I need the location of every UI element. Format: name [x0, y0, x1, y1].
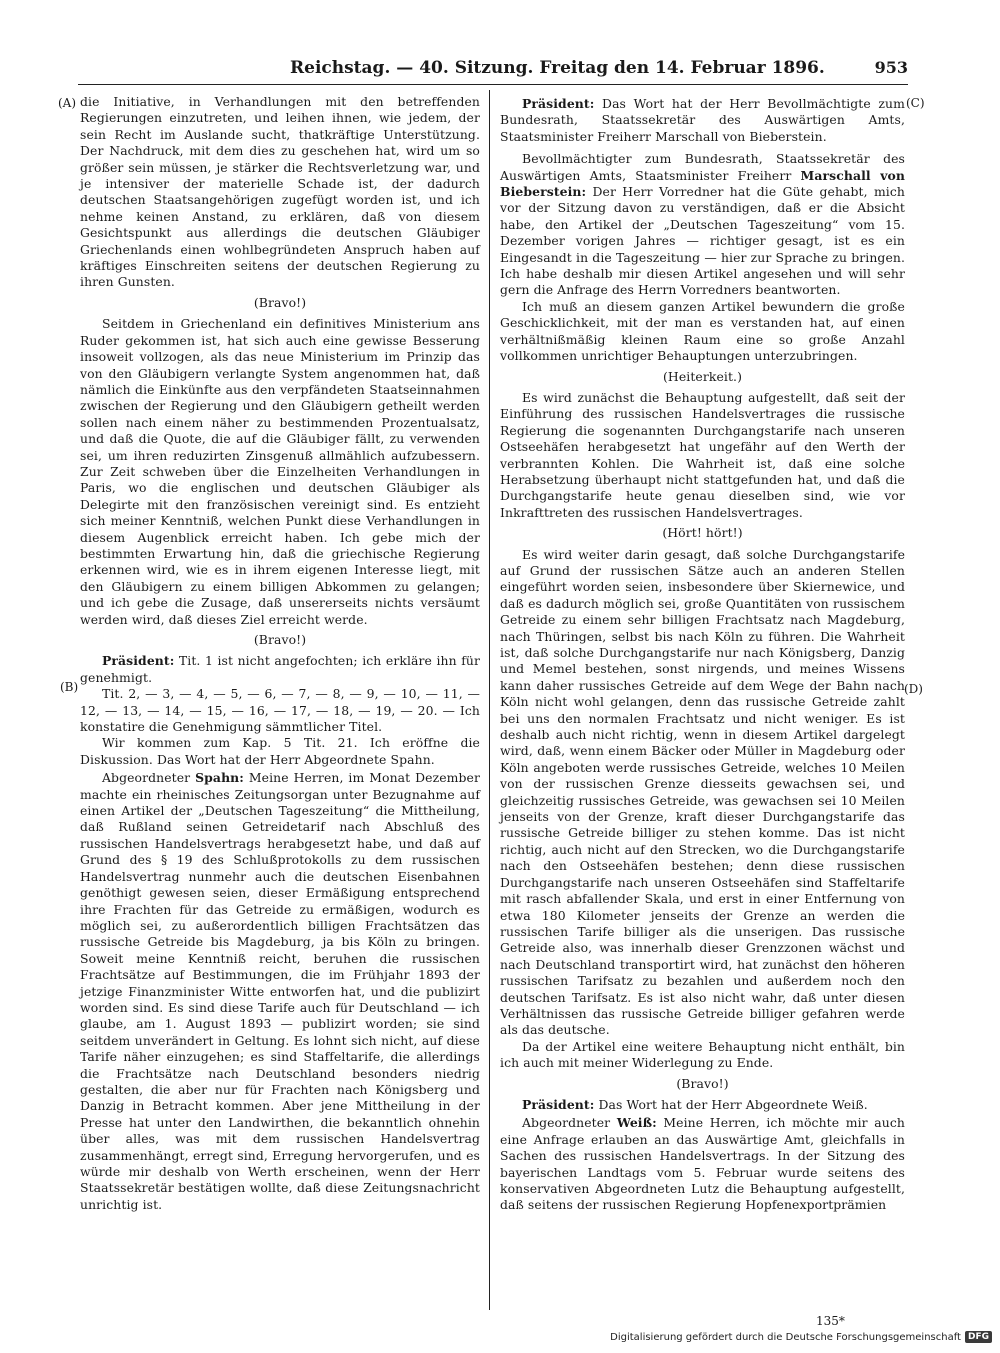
speech-text: Das Wort hat der Herr Abgeordnete Weiß. [594, 1096, 868, 1112]
speech-text: Meine Herren, im Monat Dezember machte ein rheinisches Zeitungsorgan unter Bezugnahme auf einen Artikel der „Deutschen Tageszeitung“ die Mittheilung, daß Rußland seinen Getreidetarif nach Abschluß des russischen Handelsvertrags herabgesetzt habe, und daß auf Grund des § 19 des Schlußprotokolls zu dem russischen Handelsvertrag nunmehr auch die deutschen Eisenbahnen genöthigt gewesen seien, dieser Ermäßigung entsprechend ihre Frachten für das Getreide zu ermäßigen, wodurch es möglich sei, zu außerordentlich billigen Frachtsätzen das russische Getreide bis Magdeburg, ja bis Köln zu bringen. Soweit meine Kenntniß reicht, beruhen die russischen Frachtsätze auf Bestimmungen, die im Frühjahr 1893 der jetzige Finanzminister Witte entworfen hat, und die publizirt worden sind. Es sind diese Tarife auch für Deutschland — ich glaube, am 1. August 1893 — publizirt worden; sie sind seitdem unverändert in Geltung. Es lohnt sich nicht, auf diese Tarife näher einzugehen; es sind Staffeltarife, die allerdings die Frachtsätze nach Deutschland besonders niedrig gestalten, die aber nur für Frachten nach Königsberg und Danzig in Betracht kommen. Aber jene Mittheilung in der Presse hat unter den Landwirthen, die bekanntlich ohnehin über alles, was mit dem russischen Handelsvertrag zusammenhängt, erregt sind, Erregung hervorgerufen, und es würde mir deshalb von Werth erscheinen, wenn der Herr Staatssekretär bestätigen wollte, daß diese Zeitungsnachricht unrichtig ist. [80, 770, 480, 1212]
page-header [60, 58, 908, 82]
speech-text: Das Wort hat der Herr Bevollmächtigte zum Bundesrath, Staatssekretär des Auswärtigen Amts, Staatsminister Freiherr Marschall von Bieberstein. [500, 96, 905, 144]
speech-marschall [500, 151, 905, 299]
paragraph: Tit. 2, — 3, — 4, — 5, — 6, — 7, — 8, — 9, — 10, — 11, — 12, — 13, — 14, — 15, — 16, — 17, — 18, — 19, — 20. — Ich konstatire die Genehmigung sämmtlicher Titel. [80, 686, 480, 735]
column-divider [489, 90, 490, 1310]
speech-text: Meine Herren, ich möchte mir auch eine Anfrage erlauben an das Auswärtige Amt, gleichfalls in Sachen des russischen Handelsvertrags. In der Sitzung des bayerischen Landtags vom 5. Februar wurde seitens des konservativen Abgeordneten Lutz die Behauptung aufgestellt, daß seitens der russischen Regierung Hopfenexportprämien [500, 1115, 905, 1213]
margin-mark-c: (C) [906, 96, 925, 110]
footer [610, 1331, 992, 1343]
speaker-role: Bevollmächtigter zum Bundesrath, Staatssekretär des Auswärtigen Amts, Staatsminister Freiherr [500, 151, 905, 183]
speaker-role: Abgeordneter [102, 770, 196, 786]
speaker-name: Marschall von Bieberstein: [500, 167, 905, 200]
speaker-name: Präsident: [522, 96, 595, 111]
speech-praesident [500, 1097, 905, 1113]
speaker-name: Spahn: [195, 770, 244, 786]
margin-mark-d: (D) [904, 682, 923, 696]
margin-mark-a: (A) [58, 96, 77, 110]
speaker-name: Weiß: [616, 1115, 657, 1131]
paragraph: die Initiative, in Verhandlungen mit den betreffenden Regierungen einzutreten, und leihen ihnen, wie jedem, der sein Recht im Auslande sucht, thatkräftige Unterstützung. Der Nachdruck, mit dem dies zu geschehen hat, wird um so größer sein müssen, je stärker die Rechtsverletzung war, und je intensiver der materielle Schade ist, der dadurch deutschen Staatsangehörigen zugefügt worden ist, und ich nehme keinen Anstand, zu erklären, daß von diesem Gesichtspunkt aus allerdings die deutschen Gläubiger Griechenlands einen wohlbegründeten Anspruch haben auf kräftiges Einschreiten seitens der deutschen Regierung zu ihren Gunsten. [80, 94, 480, 290]
speech-spahn [80, 770, 480, 1213]
speech-weiss [500, 1115, 905, 1213]
speaker-name: Präsident: [102, 653, 175, 669]
signature-mark: 135* [816, 1314, 845, 1328]
speaker-role: Abgeordneter [522, 1115, 617, 1131]
paragraph: Seitdem in Griechenland ein definitives Ministerium ans Ruder gekommen ist, hat sich auch eine gewisse Besserung insoweit vollzogen, als das neue Ministerium im Prinzip das von den Gläubigern verlangte System angenommen hat, daß nämlich die Einkünfte aus den verpfändeten Staatseinnahmen zwischen der Regierung und den Gläubigern getheilt werden sollen nach einem näher zu bestimmenden Prozentualsatz, und daß die Quote, die auf die Gläubiger fällt, zu verwenden sei, um ihren reduzirten Zinsgenuß allmählich aufzubessern. Zur Zeit schweben über die Einzelheiten Verhandlungen in Paris, wo die englischen und deutschen Gläubiger als Delegirte mit den französischen vereinigt sind. Es entzieht sich meiner Kenntniß, welchen Punkt diese Verhandlungen in diesem Augenblick erreicht haben. Ich gebe mich der bestimmten Erwartung hin, daß die griechische Regierung erkennen wird, wie es in ihrem eigenen Interesse liegt, mit den Gläubigern zu einem billigen Abkommen zu gelangen; und ich gebe die Zusage, daß unsererseits nichts versäumt werden wird, daß dieses Ziel erreicht werde. [80, 316, 480, 627]
interjection: (Bravo!) [676, 1075, 729, 1091]
paragraph: Es wird weiter darin gesagt, daß solche Durchgangstarife auf Grund der russischen Sätze auch an anderen Stellen eingeführt worden seien, insbesondere über Skiernewice, und daß es dadurch möglich sei, große Quantitäten von russischem Getreide zu einem sehr billigen Frachtsatz nach Magdeburg, nach Thüringen, selbst bis nach Köln zu führen. Die Wahrheit ist, daß solche Durchgangstarife nur nach Königsberg, Danzig und Memel bestehen, sonst nirgends, und meines Wissens kann daher russisches Getreide auf dem Wege der Bahn nach Köln nicht wohl gelangen, denn das russische Getreide zahlt bei uns den normalen Frachtsatz und nicht weniger. Es ist deshalb auch nicht richtig, wenn in diesem Artikel dargelegt wird, daß, wenn einem Bäcker oder Müller in Magdeburg oder Köln angeboten werde russisches Getreide, welches 10 Meilen von der russischen Grenze diesseits gewachsen sei, und gleichzeitig russisches Getreide, was gewachsen sei 10 Meilen jenseits von der Grenze, kraft dieser Durchgangstarife das russische Getreide billiger zu stehen komme. Das ist nicht richtig, auch nicht auf den Strecken, wo die Durchgangstarife nach den Ostseehäfen bestehen; denn diese russischen Durchgangstarife nach unseren Ostseehäfen sind Staffeltarife mit rasch abfallender Skala, und erst in einer Entfernung von etwa 180 Kilometer jenseits der Grenze an werden die russischen Tarife billiger als die unserigen. Das russische Getreide also, was innerhalb dieser Grenzzonen wächst und nach Deutschland transportirt wird, hat zunächst den höheren russischen Tarifsatz zu bezahlen und außerdem noch den deutschen Tarifsatz. Es ist also nicht wahr, daß unter diesen Verhältnissen das russische Getreide billiger gefahren werde als das deutsche. [500, 546, 905, 1038]
header-rule [78, 84, 908, 85]
paragraph: Es wird zunächst die Behauptung aufgestellt, daß seit der Einführung des russischen Handelsvertrages die russische Regierung die sogenannten Durchgangstarife nach unseren Ostseehäfen herabgesetzt hat ungefähr auf den Werth der verbrannten Kohlen. Die Wahrheit ist, daß eine solche Herabsetzung überhaupt nicht stattgefunden hat, und daß die Durchgangstarife heute genau dieselben sind, wie vor Inkrafttreten des russischen Handelsvertrages. [500, 389, 905, 520]
running-title: Reichstag. — 40. Sitzung. Freitag den 14. Februar 1896. [290, 58, 825, 78]
paragraph: Wir kommen zum Kap. 5 Tit. 21. Ich eröffne die Diskussion. Das Wort hat der Herr Abgeordnete Spahn. [80, 735, 480, 767]
interjection: (Hört! hört!) [662, 525, 743, 541]
left-column [80, 94, 480, 1213]
right-column [500, 94, 905, 1214]
interjection: (Heiterkeit.) [662, 368, 743, 384]
paragraph: Da der Artikel eine weitere Behauptung nicht enthält, bin ich auch mit meiner Widerlegung zu Ende. [500, 1038, 905, 1071]
dfg-logo-icon: DFG [965, 1331, 992, 1343]
paragraph: Ich muß an diesem ganzen Artikel bewundern die große Geschicklichkeit, mit der man es verstanden hat, auf einen verhältnißmäßig kleinen Raum eine so große Anzahl vollkommen unrichtiger Behauptungen unterzubringen. [500, 298, 905, 364]
speaker-name: Präsident: [522, 1096, 595, 1112]
speech-praesident [80, 653, 480, 686]
interjection: (Bravo!) [253, 632, 307, 647]
interjection: (Bravo!) [253, 294, 307, 310]
margin-mark-b: (B) [60, 680, 79, 694]
footer-text: Digitalisierung gefördert durch die Deutsche Forschungsgemeinschaft [610, 1331, 961, 1343]
speech-praesident [500, 96, 905, 145]
page-number: 953 [874, 58, 908, 77]
speech-text: Der Herr Vorredner hat die Güte gehabt, mich vor der Sitzung davon zu verständigen, daß er die Absicht habe, den Artikel der „Deutschen Tageszeitung“ vom 15. Dezember vorigen Jahres — richtiger gesagt, ist es ein Eingesandt in die Tageszeitung — hier zur Sprache zu bringen. Ich habe deshalb mir diesen Artikel angesehen und will sehr gern die Anfrage des Herrn Vorredners beantworten. [500, 184, 905, 298]
speech-text: Tit. 1 ist nicht angefochten; ich erkläre ihn für genehmigt. [80, 653, 480, 685]
